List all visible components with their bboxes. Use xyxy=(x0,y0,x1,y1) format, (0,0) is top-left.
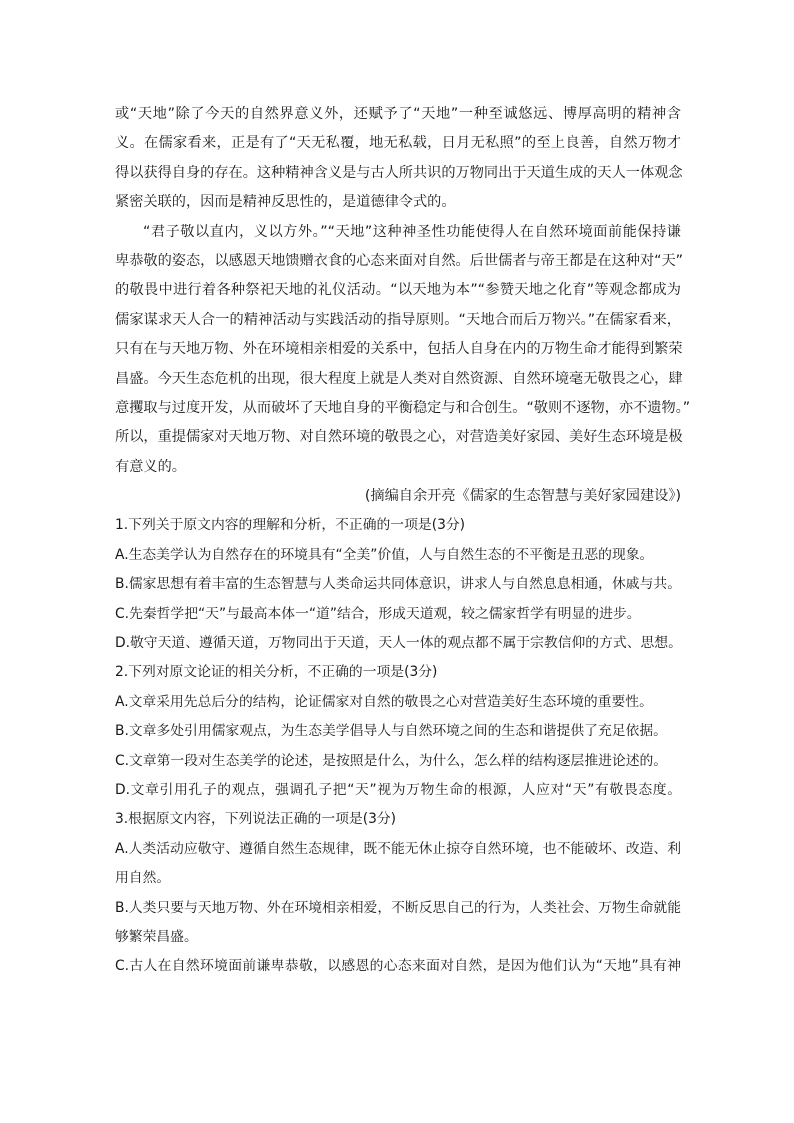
option-a: A.人类活动应敬守、遵循自然生态规律，既不能无休止掠夺自然环境，也不能破坏、改造、利 xyxy=(115,840,681,857)
question-3 xyxy=(115,805,681,981)
text-line: 紧密关联的，因而是精神反思性的，是道德律令式的。 xyxy=(115,194,456,211)
question-2 xyxy=(115,658,681,805)
text-line: 或“天地”除了今天的自然界意义外，还赋予了“天地”一种至诚悠远、博厚高明的精神含 xyxy=(115,106,681,122)
option-a-cont: 用自然。 xyxy=(115,870,171,887)
text-line: 只有在与天地万物、外在环境相亲相爱的关系中，包括人自身在内的万物生命才能得到繁荣 xyxy=(115,341,683,358)
text-line: 卑恭敬的姿态，以感恩天地馈赠衣食的心态来面对自然。后世儒者与帝王都是在这种对“天” xyxy=(115,252,684,269)
option-d: D.文章引用孔子的观点，强调孔子把“天”视为万物生命的根源，人应对“天”有敬畏态度。 xyxy=(115,781,681,798)
text-line: 意攫取与过度开发，从而破坏了天地自身的平衡稳定与和合创生。“敬则不逐物，亦不遗物。” xyxy=(115,399,691,416)
question-stem: 1.下列关于原文内容的理解和分析，不正确的一项是(3分) xyxy=(115,517,466,534)
text-line: 义。在儒家看来，正是有了“天无私覆，地无私载，日月无私照”的至上良善，自然万物才 xyxy=(115,135,681,152)
text-line: 的敬畏中进行着各种祭祀天地的礼仪活动。“以天地为本”“参赞天地之化育”等观念都成为 xyxy=(115,282,681,299)
option-b: B.儒家思想有着丰富的生态智慧与人类命运共同体意识，讲求人与自然息息相通，休戚与共。 xyxy=(115,576,681,593)
text-line: 得以获得自身的存在。这种精神含义是与古人所共识的万物同出于天道生成的天人一体观念 xyxy=(115,164,683,181)
question-stem: 2.下列对原文论证的相关分析，不正确的一项是(3分) xyxy=(115,664,438,681)
passage-paragraph-2 xyxy=(115,218,691,483)
option-b: B.文章多处引用儒家观点，为生态美学倡导人与自然环境之间的生态和谐提供了充足依据。 xyxy=(115,723,667,740)
option-d: D.敬守天道、遵循天道，万物同出于天道，天人一体的观点都不属于宗教信仰的方式、思想。 xyxy=(115,635,682,652)
document-content xyxy=(115,100,691,982)
text-line: 儒家谋求天人合一的精神活动与实践活动的指导原则。“天地合而后万物兴。”在儒家看来， xyxy=(115,311,681,328)
option-c: C.古人在自然环境面前谦卑恭敬，以感恩的心态来面对自然，是因为他们认为“天地”具有神 xyxy=(115,958,681,975)
text-line: 所以，重提儒家对天地万物、对自然环境的敬畏之心，对营造美好家园、美好生态环境是极 xyxy=(115,429,683,446)
option-c: C.文章第一段对生态美学的论述，是按照是什么，为什么，怎么样的结构逐层推进论述的。 xyxy=(115,752,668,769)
text-line: “君子敬以直内，义以方外。”“天地”这种神圣性功能使得人在自然环境面前能保持谦 xyxy=(143,223,681,240)
option-b: B.人类只要与天地万物、外在环境相亲相爱，不断反思自己的行为，人类社会、万物生命就能 xyxy=(115,899,681,916)
source-citation: (摘编自余开亮《儒家的生态智慧与美好家园建设》) xyxy=(364,488,681,505)
option-a: A.文章采用先总后分的结构，论证儒家对自然的敬畏之心对营造美好生态环境的重要性。 xyxy=(115,693,653,710)
text-line: 昌盛。今天生态危机的出现，很大程度上就是人类对自然资源、自然环境毫无敬畏之心，肆 xyxy=(115,370,683,387)
passage-paragraph-1 xyxy=(115,100,681,218)
text-line: 有意义的。 xyxy=(115,458,186,475)
option-b-cont: 够繁荣昌盛。 xyxy=(115,928,198,945)
option-c: C.先秦哲学把“天”与最高本体一“道”结合，形成天道观，较之儒家哲学有明显的进步。 xyxy=(115,605,641,622)
option-a: A.生态美学认为自然存在的环境具有“全美”价值，人与自然生态的不平衡是丑恶的现象。 xyxy=(115,546,654,563)
question-stem: 3.根据原文内容，下列说法正确的一项是(3分) xyxy=(115,811,397,828)
question-1 xyxy=(115,511,681,658)
